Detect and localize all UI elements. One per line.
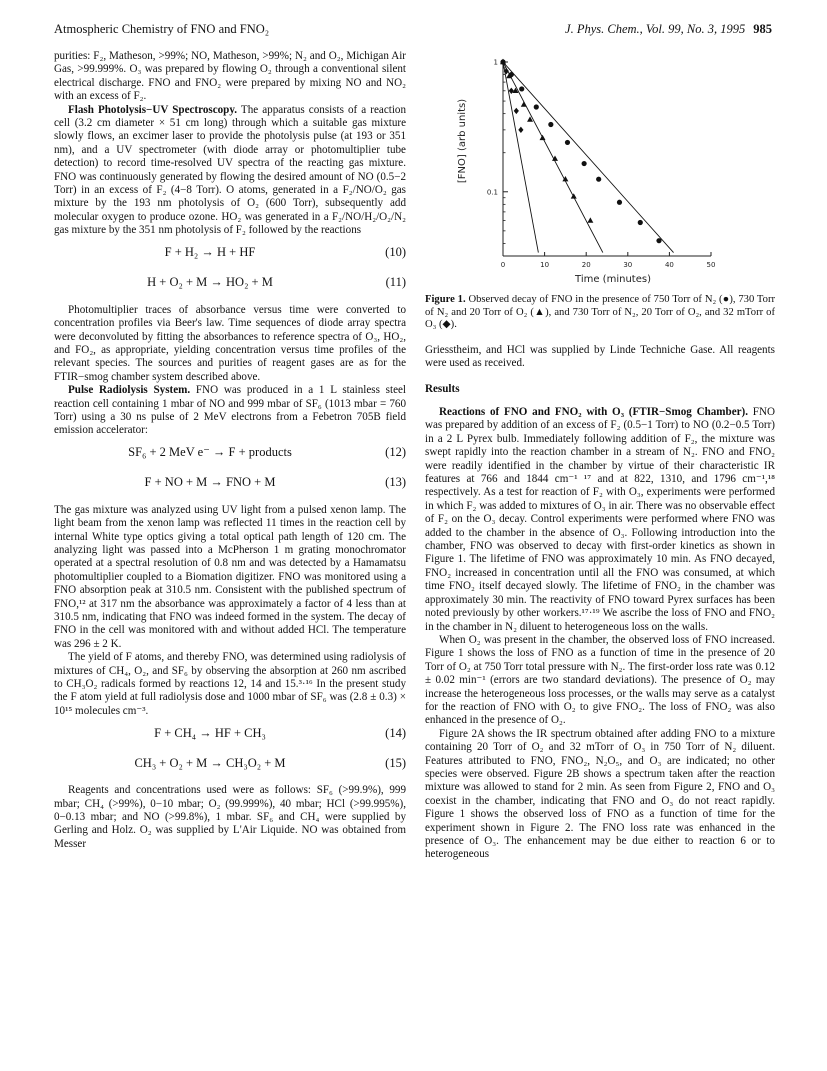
figure-caption-text: Observed decay of FNO in the presence of 750 Torr of N₂ (●), 730 Torr of N₂ and 20 Torr of O₂ (▲), and 730 Torr of N₂, 20 Torr of O₂, and 32 mTorr of O₃ (◆). <box>425 294 775 331</box>
data-point-triangle <box>540 135 546 140</box>
o2-effect-paragraph: When O₂ was present in the chamber, the observed loss of FNO increased. Figure 1 shows the loss of FNO as a function of time in the presence of 20 Torr of O₂ at 750 Torr total pressure with N₂. The first-order loss rate was 0.12 ± 0.02 min⁻¹ (errors are two standard deviations). The presence of O₂ may increase the heterogeneous loss processes, or the walls may serve as a catalyst for the reaction of FNO with O₂ to give FNO₂. The loss of FNO₂ was also enhanced in the presence of O₂. <box>425 633 775 727</box>
equation-expression: SF₆ + 2 MeV e⁻ → F + products <box>128 445 292 460</box>
decay-chart <box>425 56 775 292</box>
figure-2-paragraph: Figure 2A shows the IR spectrum obtained after adding FNO to a mixture containing 20 Torr of O₂ and 32 mTorr of O₃ in 750 Torr of N₂ diluent. Features attributed to FNO, FNO₂, N₂O₅, and O₃ are indicated; no other species were observed. Figure 2B shows a spectrum taken after the reaction mixture was allowed to stand for 2 min. As seen from Figure 2, FNO and O₃ coexist in the chamber, indicating that FNO and O₃ do not react rapidly. Figure 1 shows the observed loss of FNO as a function of time for the experiment shown in Figure 2. The FNO loss rate was enhanced in the presence of O₃. The enhancement may be due either to reaction 6 or to heterogeneous <box>425 727 775 861</box>
data-point-circle <box>565 140 570 145</box>
x-tick-label: 20 <box>581 261 591 269</box>
data-point-triangle <box>587 217 593 222</box>
x-tick-label: 50 <box>706 261 716 269</box>
equation-number: (14) <box>385 725 406 740</box>
x-tick-label: 0 <box>500 261 506 269</box>
data-point-triangle <box>521 101 527 106</box>
reagents-paragraph: Reagents and concentrations used were as follows: SF₆ (>99.9%), 999 mbar; CH₄ (>99%), 0−10 mbar; O₂ (99.999%), 40 mbar; HCl (>99.995%), 0−0.13 mbar; and NO (>99.8%), 1 mbar. SF₆ and CH₄ were supplied by Gerling and Holz. O₂ was supplied by L'Air Liquide. NO was obtained from Messer <box>54 784 406 850</box>
journal-name: J. Phys. Chem., Vol. 99, No. 3, 1995 <box>565 22 746 36</box>
equation-14 <box>54 718 406 748</box>
equation-number: (13) <box>385 475 406 490</box>
materials-paragraph: purities: F₂, Matheson, >99%; NO, Matheson, >99%; N₂ and O₂, Michigan Air Gas, >99.999%. O₃ was prepared by flowing O₂ through a conventional silent electrical discharge. FNO and FNO₂ were prepared by mixing NO and NO₂ with an excess of F₂. <box>54 50 406 103</box>
data-point-circle <box>656 238 661 243</box>
x-tick-label: 30 <box>623 261 633 269</box>
equation-12 <box>54 438 406 468</box>
running-header: Atmospheric Chemistry of FNO and FNO₂ <box>54 22 270 36</box>
equation-15 <box>54 748 406 778</box>
equation-number: (10) <box>385 244 406 259</box>
f-atom-yield-paragraph: The yield of F atoms, and thereby FNO, was determined using radiolysis of mixtures of CH₄, O₂, and SF₆ by observing the absorption at 260 nm ascribed to CH₃O₂ radicals formed by reactions 12, 14 and 15.³·¹⁶ In the present study the F atom yield at full radiolysis dose and 1000 mbar of SF₆ was (2.8 ± 0.3) × 10¹⁵ molecules cm⁻³. <box>54 651 406 717</box>
x-axis-label: Time (minutes) <box>575 274 651 285</box>
gas-analysis-paragraph: The gas mixture was analyzed using UV light from a pulsed xenon lamp. The light beam from the xenon lamp was reflected 11 times in the reaction cell by internal White type optics giving a total optical path length of 120 cm. The analyzing light was passed into a McPherson 1 m grating monochromator operated at a spectral resolution of 0.8 nm and was detected by a Hamamatsu photomultiplier coupled to a Biomation digitizer. FNO was monitored using a FNO absorption peak at 310.5 nm. Consistent with the published spectrum of FNO,¹² at 317 nm the absorbance was approximately a factor of 4 less than at 310.5 nm, indicating that FNO was indeed formed in the system. The decay of FNO in the cell was monitored with and without added HCl. The temperature was 296 ± 2 K. <box>54 503 406 650</box>
data-point-triangle <box>571 193 577 198</box>
data-point-diamond <box>514 108 519 114</box>
data-point-circle <box>519 86 524 91</box>
fno-o3-text: FNO was prepared by addition of an excess of F₂ (0.5−1 Torr) to NO (0.2−0.5 Torr) in a 2 L Pyrex bulb. Immediately following addition of F₂, the mixture was swept rapidly into the reaction chamber in a stream of N₂. FNO and FNO₂ were readily identified in the chamber by virtue of their characteristic IR features at 766 and 1844 cm⁻¹ ¹⁷ and at 822, 1310, and 1796 cm⁻¹,¹⁸ respectively. As a test for reaction of F₂ with O₃, experiments were performed in which F₂ was added to mixtures of O₃ in air. There was no observable effect of F₂ on the O₃ decay. Control experiments were performed where FNO was added to the chamber in the absence of O₃. Following introduction into the chamber, FNO was observed to decay with first-order kinetics as shown in Figure 1. The lifetime of FNO was approximately 10 min. As FNO decayed, FNO₂ increased in concentration until all the FNO was consumed, at which time FNO₂ itself decayed slowly. The lifetime of FNO₂ in the chamber was approximately 30 min. The reactivity of FNO toward Pyrex surfaces has been noted previously by other workers.¹⁷·¹⁹ We ascribe the loss of FNO and FNO₂ in the chamber in N₂ diluent to heterogeneous loss on the walls. <box>425 406 775 633</box>
equation-expression: F + H₂ → H + HF <box>164 244 256 259</box>
x-tick-label: 10 <box>540 261 550 269</box>
data-point-circle <box>617 200 622 205</box>
y-tick-label: 0.1 <box>486 188 498 197</box>
flash-photolysis-text: The apparatus consists of a reaction cell (3.2 cm diameter × 51 cm long) through which a suitable gas mixture slowly flows, an excimer laser to provide the photolysis pulse (at 193 or 351 nm), and a UV spectrometer (with diode array or photomultiplier tube detection) to record time-resolved UV spectra of the reacting gas mixture. FNO was continuously generated by flowing the desired amount of NO (0.5−2 Torr) in an excess of F₂ (4−8 Torr). O atoms, generated in a F₂/NO/O₂ gas mixture by the 193 nm photolysis of O₂ (600 Torr), subsequently add molecular oxygen to produce ozone. HO₂ was generated in a F₂/NO/H₂/O₂/N₂ gas mixture by the 351 nm photolysis of F₂ followed by the reactions <box>54 103 407 237</box>
equation-expression: CH₃ + O₂ + M → CH₃O₂ + M <box>134 755 286 770</box>
left-column <box>54 50 406 851</box>
equation-10 <box>54 238 406 268</box>
page-number: 985 <box>753 22 772 36</box>
section-heading-results: Results <box>425 382 460 395</box>
equation-number: (15) <box>385 755 406 770</box>
equation-11 <box>54 268 406 298</box>
pulse-radiolysis-text: FNO was produced in a 1 L stainless steel reaction cell containing 1 mbar of NO and 999 mbar of SF₆ (1013 mbar = 760 Torr) using a 30 ns pulse of 2 MeV electrons from a Febetron 705B field emission accelerator: <box>54 384 406 437</box>
figure-caption-label: Figure 1. <box>425 294 466 305</box>
data-point-circle <box>638 220 643 225</box>
y-tick-label: 1 <box>493 58 498 67</box>
fno-o3-heading: Reactions of FNO and FNO₂ with O₃ (FTIR−Smog Chamber). <box>439 406 749 418</box>
equation-number: (12) <box>385 445 406 460</box>
journal-citation <box>565 22 772 37</box>
data-point-circle <box>534 104 539 109</box>
fno-o3-paragraph <box>425 406 775 634</box>
pulse-radiolysis-heading: Pulse Radiolysis System. <box>68 384 191 397</box>
y-axis-label: [FNO] (arb units) <box>457 98 468 184</box>
figure-1 <box>425 56 775 292</box>
figure-caption <box>425 294 775 332</box>
flash-photolysis-heading: Flash Photolysis−UV Spectroscopy. <box>68 103 238 116</box>
data-point-circle <box>548 122 553 127</box>
right-column <box>425 56 775 862</box>
x-tick-label: 40 <box>664 261 674 269</box>
equation-13 <box>54 468 406 498</box>
equation-expression: F + NO + M → FNO + M <box>144 475 276 490</box>
suppliers-paragraph: Griesstheim, and HCl was supplied by Linde Techniche Gase. All reagents were used as received. <box>425 343 775 370</box>
photomultiplier-paragraph: Photomultiplier traces of absorbance versus time were converted to concentration profiles via Beer's law. Time sequences of diode array spectra were deconvoluted by fitting the absorbances to reference spectra of O₃, HO₂, and FO₂, as appropriate, yielding concentration versus time profiles of the relevant species. The sources and purities of reagent gases are as for the FTIR−smog chamber system described above. <box>54 303 406 383</box>
data-point-diamond <box>509 88 514 94</box>
flash-photolysis-paragraph <box>54 104 406 238</box>
data-point-circle <box>582 161 587 166</box>
equation-expression: F + CH₄ → HF + CH₃ <box>154 725 266 740</box>
pulse-radiolysis-paragraph <box>54 384 406 438</box>
equation-expression: H + O₂ + M → HO₂ + M <box>147 274 273 289</box>
data-point-diamond <box>518 127 523 133</box>
equation-number: (11) <box>385 274 406 289</box>
data-point-circle <box>596 177 601 182</box>
